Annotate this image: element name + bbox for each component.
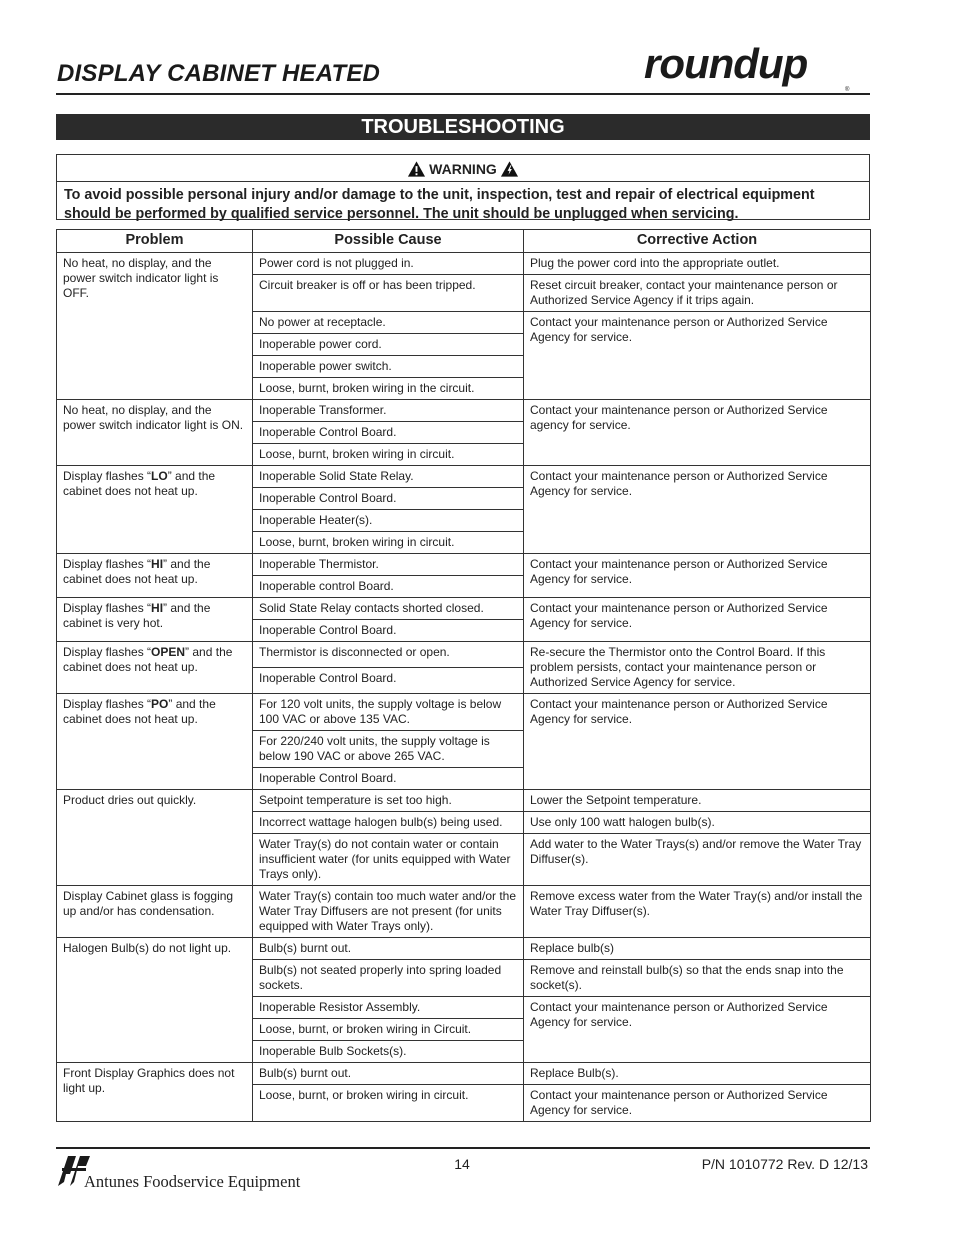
cause-cell: Inoperable control Board. [253, 576, 524, 598]
problem-cell: Front Display Graphics does not light up. [57, 1063, 253, 1122]
problem-cell [57, 466, 253, 554]
table-row [57, 400, 871, 422]
action-cell: Contact your maintenance person or Authorized Service Agency for service. [524, 1085, 871, 1122]
warning-text: To avoid possible personal injury and/or damage to the unit, inspection, test and repair of electrical equipment should be performed by qualified service personnel. The unit should be unplugged when servicing. [64, 187, 815, 222]
problem-text: ” and the cabinet does not heat up. [63, 697, 216, 726]
column-header-cause: Possible Cause [253, 230, 524, 253]
table-row [57, 466, 871, 488]
warning-heading [57, 155, 869, 181]
column-header-problem: Problem [57, 230, 253, 253]
cause-cell: Incorrect wattage halogen bulb(s) being used. [253, 812, 524, 834]
cause-cell: Inoperable Bulb Sockets(s). [253, 1041, 524, 1063]
display-code: HI [151, 557, 164, 571]
warning-box [56, 154, 870, 220]
cause-cell: Loose, burnt, or broken wiring in Circuit. [253, 1019, 524, 1041]
problem-text: Display flashes “ [63, 557, 152, 571]
roundup-logo [640, 40, 872, 92]
action-cell: Lower the Setpoint temperature. [524, 790, 871, 812]
cause-cell: For 220/240 volt units, the supply voltage is below 190 VAC or above 265 VAC. [253, 731, 524, 768]
display-code: LO [151, 469, 168, 483]
cause-cell: Bulb(s) burnt out. [253, 1063, 524, 1085]
cause-cell: Inoperable Transformer. [253, 400, 524, 422]
part-number: P/N 1010772 Rev. D 12/13 [701, 1156, 868, 1172]
problem-cell: Display Cabinet glass is fogging up and/or has condensation. [57, 886, 253, 938]
cause-cell: Loose, burnt, broken wiring in circuit. [253, 532, 524, 554]
section-title: TROUBLESHOOTING [56, 114, 870, 140]
cause-cell: Loose, burnt, or broken wiring in circuit. [253, 1085, 524, 1122]
action-cell: Use only 100 watt halogen bulb(s). [524, 812, 871, 834]
action-cell: Contact your maintenance person or Authorized Service agency for service. [524, 400, 871, 466]
problem-text: ” and the cabinet does not heat up. [63, 645, 233, 674]
problem-cell: No heat, no display, and the power switch indicator light is ON. [57, 400, 253, 466]
problem-text: ” and the cabinet does not heat up. [63, 557, 211, 586]
action-cell: Contact your maintenance person or Authorized Service Agency for service. [524, 598, 871, 642]
table-header-row [57, 230, 871, 253]
cause-cell: Water Tray(s) do not contain water or contain insufficient water (for units equipped with Water Trays only). [253, 834, 524, 886]
warning-triangle-icon [407, 160, 426, 178]
cause-cell: Inoperable Heater(s). [253, 510, 524, 532]
problem-cell [57, 642, 253, 694]
problem-cell [57, 694, 253, 790]
cause-cell: Solid State Relay contacts shorted closed. [253, 598, 524, 620]
cause-cell: Water Tray(s) contain too much water and/or the Water Tray Diffusers are not present (for units equipped with Water Trays only). [253, 886, 524, 938]
cause-cell: Inoperable Thermistor. [253, 554, 524, 576]
footer-company-name: Antunes Foodservice Equipment [84, 1172, 301, 1191]
cause-cell: Inoperable Control Board. [253, 422, 524, 444]
warning-label: WARNING [429, 161, 497, 177]
action-cell: Remove excess water from the Water Tray(s) and/or install the Water Tray Diffuser(s). [524, 886, 871, 938]
cause-cell: Inoperable Solid State Relay. [253, 466, 524, 488]
cause-cell: Inoperable Control Board. [253, 668, 524, 694]
cause-cell: Inoperable Control Board. [253, 768, 524, 790]
problem-text: ” and the cabinet is very hot. [63, 601, 211, 630]
cause-cell: Thermistor is disconnected or open. [253, 642, 524, 668]
cause-cell: Inoperable power cord. [253, 334, 524, 356]
table-body [57, 253, 871, 1122]
cause-cell: Bulb(s) burnt out. [253, 938, 524, 960]
electrical-hazard-icon [500, 160, 519, 178]
cause-cell: No power at receptacle. [253, 312, 524, 334]
action-cell: Contact your maintenance person or Authorized Service Agency for service. [524, 554, 871, 598]
cause-cell: Loose, burnt, broken wiring in the circuit. [253, 378, 524, 400]
action-cell: Contact your maintenance person or Authorized Service Agency for service. [524, 997, 871, 1063]
cause-cell: Inoperable Control Board. [253, 620, 524, 642]
table-row [57, 694, 871, 731]
cause-cell: Power cord is not plugged in. [253, 253, 524, 275]
cause-cell: Bulb(s) not seated properly into spring loaded sockets. [253, 960, 524, 997]
problem-text: ” and the cabinet does not heat up. [63, 469, 216, 498]
problem-cell: No heat, no display, and the power switch indicator light is OFF. [57, 253, 253, 400]
cause-cell: Loose, burnt, broken wiring in circuit. [253, 444, 524, 466]
table-row [57, 642, 871, 668]
problem-cell: Product dries out quickly. [57, 790, 253, 886]
table-row [57, 790, 871, 812]
cause-cell: Inoperable power switch. [253, 356, 524, 378]
problem-cell: Halogen Bulb(s) do not light up. [57, 938, 253, 1063]
display-code: OPEN [151, 645, 186, 659]
problem-text: Display flashes “ [63, 645, 152, 659]
cause-cell: For 120 volt units, the supply voltage is below 100 VAC or above 135 VAC. [253, 694, 524, 731]
cause-cell: Inoperable Control Board. [253, 488, 524, 510]
action-cell: Plug the power cord into the appropriate outlet. [524, 253, 871, 275]
brand-text: roundup [644, 40, 808, 87]
action-cell: Contact your maintenance person or Authorized Service Agency for service. [524, 466, 871, 554]
cause-cell: Setpoint temperature is set too high. [253, 790, 524, 812]
problem-text: Display flashes “ [63, 697, 152, 711]
problem-cell [57, 554, 253, 598]
problem-cell [57, 598, 253, 642]
svg-text:®: ® [845, 87, 850, 92]
action-cell: Contact your maintenance person or Authorized Service Agency for service. [524, 694, 871, 790]
display-code: PO [151, 697, 169, 711]
table-row [57, 598, 871, 620]
troubleshooting-table [56, 229, 871, 1122]
page-number: 14 [454, 1156, 470, 1172]
table-row [57, 253, 871, 275]
cause-cell: Circuit breaker is off or has been tripped. [253, 275, 524, 312]
column-header-action: Corrective Action [524, 230, 871, 253]
action-cell: Add water to the Water Trays(s) and/or remove the Water Tray Diffuser(s). [524, 834, 871, 886]
header-divider [56, 93, 870, 95]
table-row [57, 886, 871, 938]
action-cell: Reset circuit breaker, contact your maintenance person or Authorized Service Agency if it trips again. [524, 275, 871, 312]
action-cell: Remove and reinstall bulb(s) so that the ends snap into the socket(s). [524, 960, 871, 997]
document-title: DISPLAY CABINET HEATED [57, 60, 381, 87]
problem-text: Display flashes “ [63, 601, 152, 615]
table-row [57, 1063, 871, 1085]
display-code: HI [151, 601, 164, 615]
table-row [57, 554, 871, 576]
action-cell: Re-secure the Thermistor onto the Control Board. If this problem persists, contact your maintenance person or Authorized Service Agency for service. [524, 642, 871, 694]
problem-text: Display flashes “ [63, 469, 152, 483]
action-cell: Replace bulb(s) [524, 938, 871, 960]
cause-cell: Inoperable Resistor Assembly. [253, 997, 524, 1019]
action-cell: Replace Bulb(s). [524, 1063, 871, 1085]
table-row [57, 938, 871, 960]
action-cell: Contact your maintenance person or Authorized Service Agency for service. [524, 312, 871, 400]
footer-divider [56, 1147, 870, 1149]
